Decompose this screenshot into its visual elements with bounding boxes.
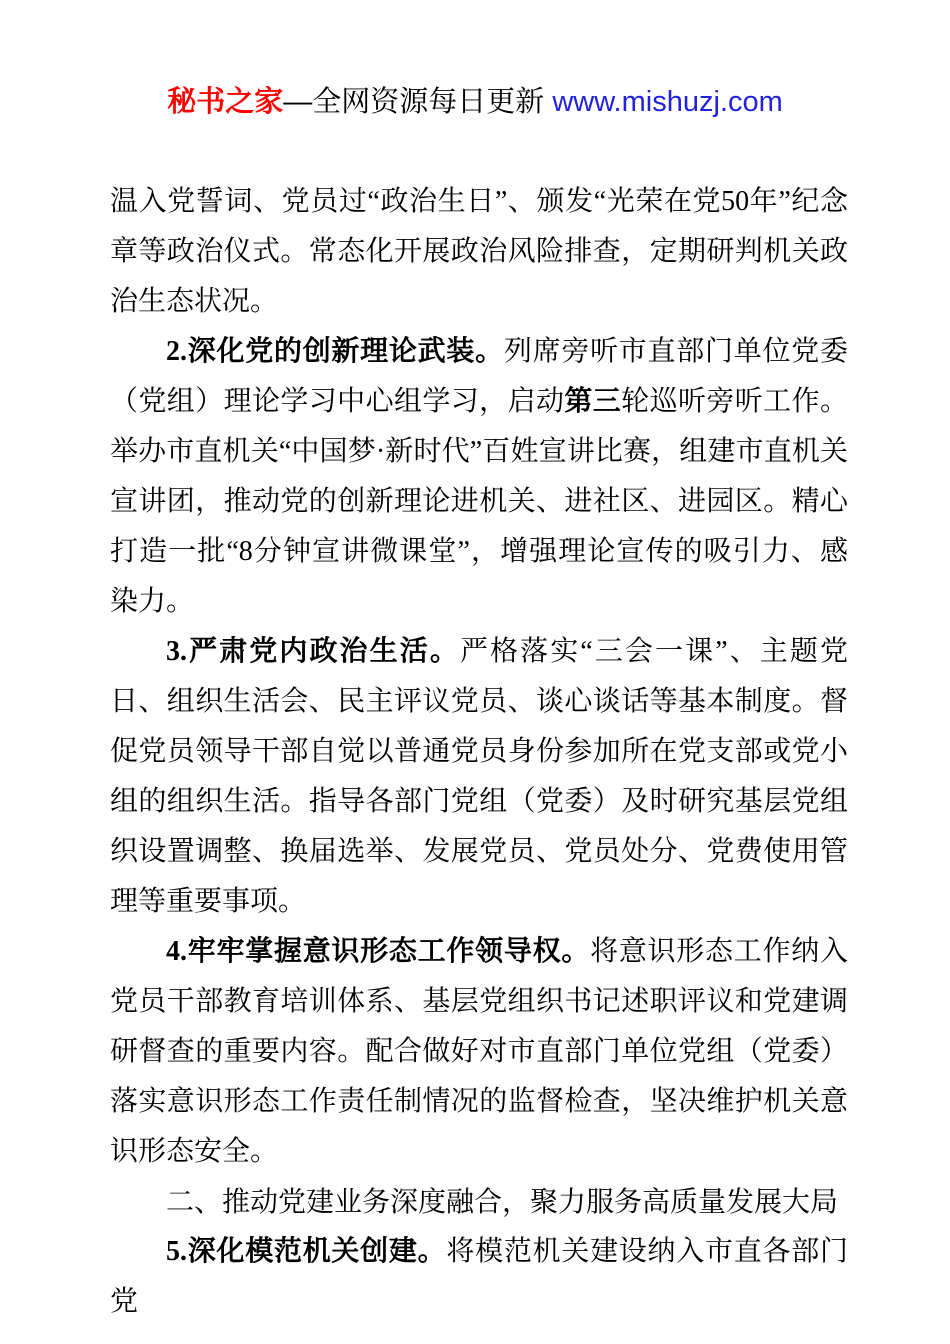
paragraph [110, 327, 848, 627]
paragraph [110, 177, 848, 327]
site-name: 秘书之家 [167, 86, 284, 118]
site-url-link[interactable]: www.mishuzj.com [552, 86, 783, 118]
paragraph [110, 1227, 848, 1327]
text-segment: 二、推动党建业务深度融合，聚力服务高质量发展大局 [166, 1186, 839, 1217]
text-segment: 严格落实“三会一课”、主题党日、组织生活会、民主评议党员、谈心谈话等基本制度。督促党员领导干部自觉以普通党员身份参加所在党支部或党小组的组织生活。指导各部门党组（党委）及时研究基层党组织设置调整、换届选举、发展党员、党员处分、党费使用管理等重要事项。 [110, 636, 848, 917]
bold-text-segment: 第三 [564, 386, 622, 417]
paragraph [110, 627, 848, 927]
bold-text-segment: 4.牢牢掌握意识形态工作领导权。 [166, 936, 591, 967]
text-segment: 温入党誓词、党员过“政治生日”、颁发“光荣在党50年”纪念章等政治仪式。常态化开展政治风险排查，定期研判机关政治生态状况。 [110, 186, 848, 317]
bold-text-segment: 5.深化模范机关创建。 [166, 1236, 447, 1267]
text-segment: 列席旁听市直部门单位党委（党组）理论学习中心组学习，启动 [110, 336, 848, 417]
section-heading [110, 1177, 848, 1227]
paragraph [110, 927, 848, 1177]
text-segment: 将模范机关建设纳入市直各部门党 [110, 1236, 848, 1317]
site-tagline: —全网资源每日更新 [283, 86, 553, 118]
bold-text-segment: 3.严肃党内政治生活。 [166, 636, 460, 667]
document-body [110, 177, 848, 1327]
text-segment: 将意识形态工作纳入党员干部教育培训体系、基层党组织书记述职评议和党建调研督查的重要内容。配合做好对市直部门单位党组（党委）落实意识形态工作责任制情况的监督检查，坚决维护机关意识形态安全。 [110, 936, 848, 1167]
bold-text-segment: 2.深化党的创新理论武装。 [166, 336, 504, 367]
site-header [0, 84, 950, 120]
text-segment: 轮巡听旁听工作。举办市直机关“中国梦·新时代”百姓宣讲比赛，组建市直机关宣讲团，推动党的创新理论进机关、进社区、进园区。精心打造一批“8分钟宣讲微课堂”，增强理论宣传的吸引力、感染力。 [110, 386, 848, 617]
